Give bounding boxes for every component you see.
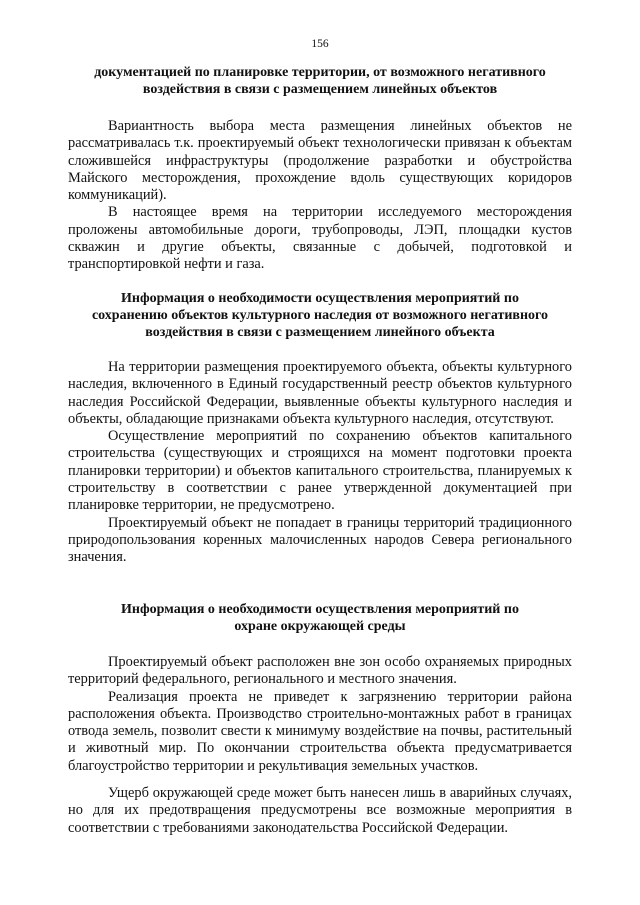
page-number: 156	[311, 38, 329, 50]
section-1-heading-line-2: воздействия в связи с размещением линейных объектов	[142, 82, 498, 97]
section-1-paragraph-2: В настоящее время на территории исследуемого месторождения проложены автомобильные дороги, трубопроводы, ЛЭП, площадки кустов скважин и другие объекты, связанные с добычей, подготовкой и транспортировкой нефти и газа.	[68, 204, 572, 273]
section-1-paragraph-1: Вариантность выбора места размещения линейных объектов не рассматривалась т.к. проектируемый объект технологически привязан к объектам сложившейся инфраструктуры (продолжение разработки и обустройства Майского месторождения, прохождение вдоль существующих коридоров коммуникаций).	[68, 118, 572, 204]
section-3-heading-line-1: Информация о необходимости осуществления мероприятий по	[121, 602, 519, 617]
section-2-heading-line-1: Информация о необходимости осуществления мероприятий по	[121, 291, 519, 306]
section-2-paragraph-3: Проектируемый объект не попадает в границы территорий традиционного природопользования коренных малочисленных народов Севера регионального значения.	[68, 514, 572, 566]
section-1-heading-line-1: документацией по планировке территории, от возможного негативного	[94, 65, 546, 80]
section-2-heading-line-2: сохранению объектов культурного наследия от возможного негативного	[91, 308, 549, 323]
section-3-paragraph-3: Ущерб окружающей среде может быть нанесен лишь в аварийных случаях, но для их предотвращения предусмотрены все возможные мероприятия в соответствии с требованиями законодательства Российской Федерации.	[68, 785, 572, 836]
paragraph-spacer	[68, 775, 572, 785]
section-2-heading	[68, 290, 572, 341]
section-3-heading	[68, 601, 572, 635]
section-3-paragraph-1: Проектируемый объект расположен вне зон особо охраняемых природных территорий федерального, регионального и местного значения.	[68, 654, 572, 688]
section-2-body	[68, 359, 572, 567]
section-2-paragraph-1: На территории размещения проектируемого объекта, объекты культурного наследия, включенного в Единый государственный реестр объектов культурного наследия Российской Федерации, выявленные объекты культурного наследия и объекты, обладающие признаками объекта культурного наследия, отсутствуют.	[68, 359, 572, 427]
section-3-heading-line-2: охране окружающей среды	[234, 619, 406, 634]
section-3-body	[68, 654, 572, 837]
section-2-paragraph-2: Осуществление мероприятий по сохранению объектов капитального строительства (существующих и строящихся на момент подготовки проекта планировки территории) и объектов капитального строительства, планируемых к строительству в соответствии с ранее утвержденной документацией при планировке территории, не предусмотрено.	[68, 428, 572, 514]
section-1-body	[68, 118, 572, 274]
section-3-paragraph-2: Реализация проекта не приведет к загрязнению территории района расположения объекта. Производство строительно-монтажных работ в границах отвода земель, позволит свести к минимуму воздействие на почвы, растительный и животный мир. По окончании строительства объекта предусматривается благоустройство территории и рекультивация земельных участков.	[68, 688, 572, 774]
section-2-heading-line-3: воздействия в связи с размещением линейного объекта	[145, 325, 495, 340]
section-1-heading	[68, 64, 572, 98]
